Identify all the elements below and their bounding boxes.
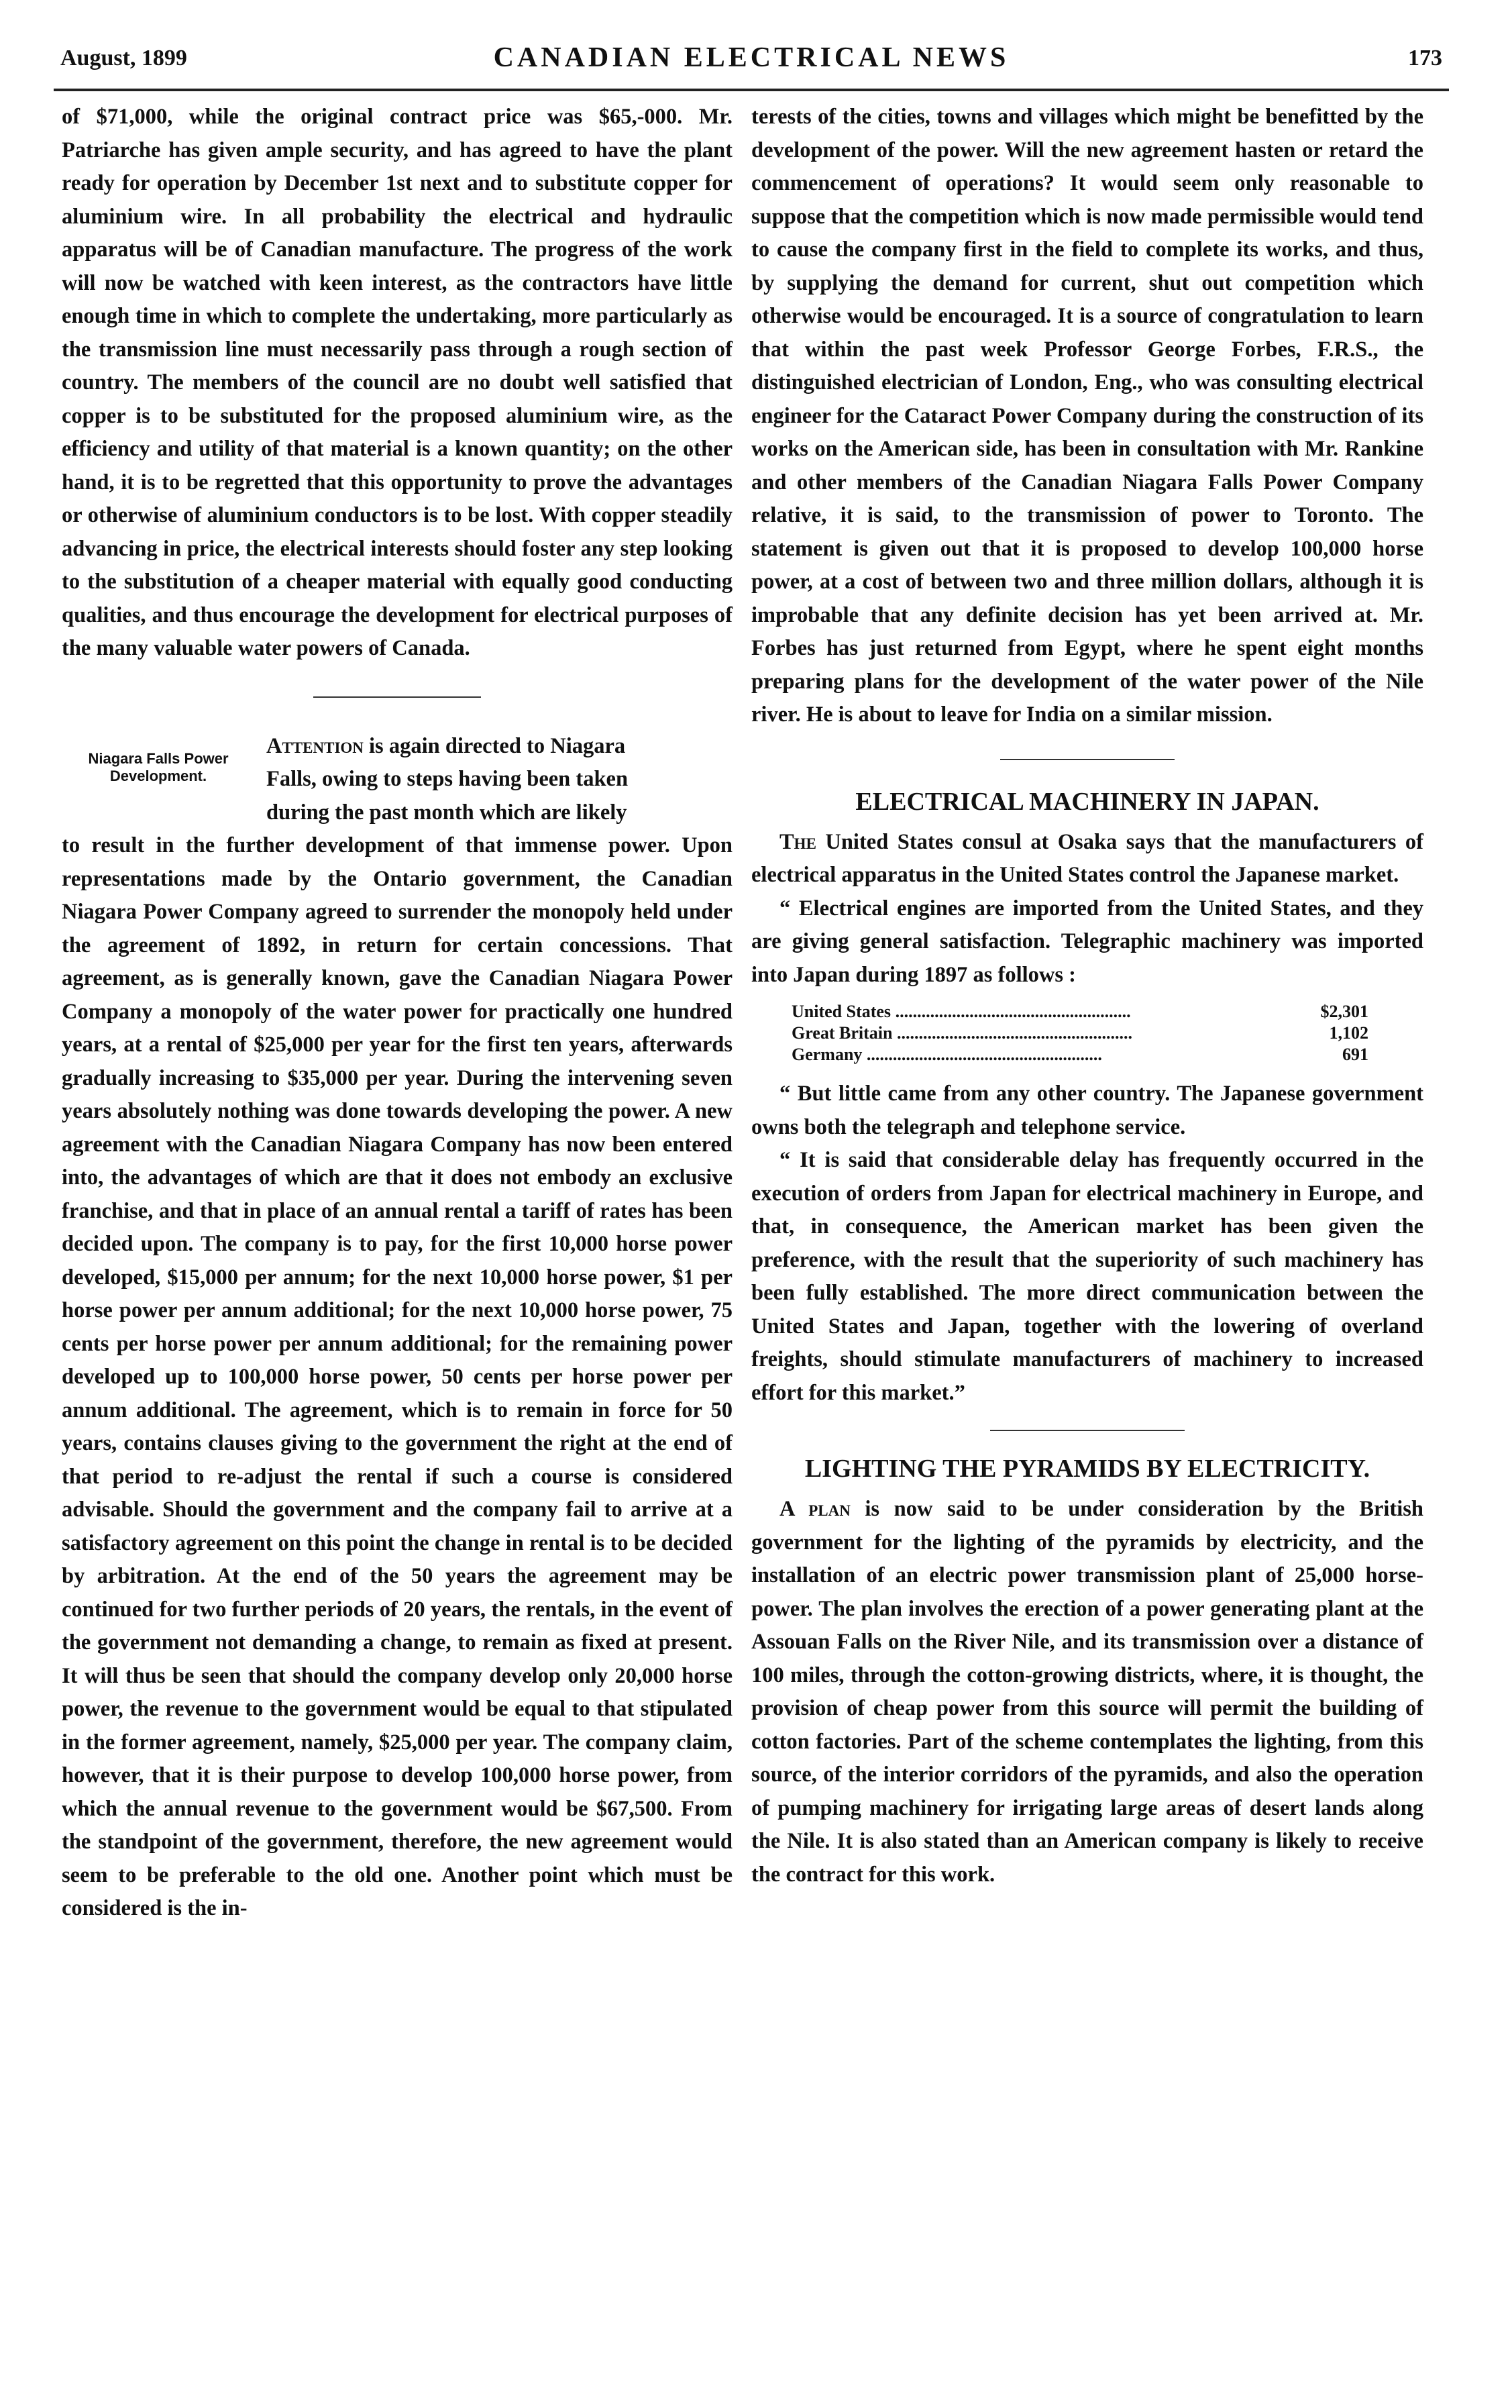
table-country: Germany ...................................................... — [792, 1045, 1102, 1064]
issue-date: August, 1899 — [60, 46, 187, 70]
import-table — [792, 1001, 1368, 1065]
japan-paragraph-2: “ Electrical engines are imported from the United States, and they are giving general satisfaction. Telegraphic machinery was imported into Japan during 1897 as follows : — [751, 896, 1423, 987]
niagara-line-3: during the past month which are likely — [266, 800, 627, 825]
niagara-line-1-text: is again directed to Niagara — [369, 733, 626, 758]
header-rule — [54, 89, 1449, 91]
niagara-continued-paragraph: terests of the cities, towns and villages which might be benefitted by the development of the power. Will the new agreement hasten or retard the commencement of operations? It would seem only reasonable to suppose that the competition which is now made permissible would tend to cause the company first in the field to complete its works, and thus, by supplying the demand for current, shut out competition which otherwise would be encouraged. It is a source of congratulation to learn that within the past week Professor George Forbes, F.R.S., the distinguished electrician of London, Eng., who was consulting electrical engineer for the Cataract Power Company during the construction of its works on the American side, has been in consultation with Mr. Rankine and other members of the Canadian Niagara Falls Power Company relative, it is said, to the transmission of power to Toronto. The statement is given out that it is proposed to develop 100,000 horse power, at a cost of between two and three million dollars, although it is improbable that any definite decision has yet been arrived at. Mr. Forbes has just returned from Egypt, where he spent eight months preparing plans for the development of the water power of the Nile river. He is about to leave for India on a similar mission. — [751, 105, 1423, 727]
japan-paragraph-1-text: United States consul at Osaka says that the manufacturers of electrical apparatus in the United States control the Japanese market. — [751, 829, 1423, 887]
japan-paragraph-4: “ It is said that considerable delay has frequently occurred in the execution of orders from Japan for electrical machinery in Europe, and that, in consequence, the American market has been given the preference, with the result that the superiority of such machinery has been fully established. The more direct communication between the United States and Japan, together with the lowering of overland freights, should stimulate manufacturers of machinery to increased effort for this market.” — [751, 1148, 1423, 1405]
pyramids-heading: LIGHTING THE PYRAMIDS BY ELECTRICITY. — [804, 1455, 1370, 1483]
japan-paragraph-1 — [751, 826, 1423, 892]
page-header — [47, 40, 1456, 81]
table-row — [792, 1044, 1368, 1065]
niagara-line-2: Falls, owing to steps having been taken — [266, 767, 629, 791]
table-row — [792, 1001, 1368, 1023]
table-value: 691 — [1342, 1045, 1368, 1064]
table-value: $2,301 — [1320, 1002, 1368, 1021]
niagara-section — [62, 730, 733, 1926]
niagara-paragraph: to result in the further development of that immense power. Upon representations made by the Ontario government, the Canadian Niagara Power Company agreed to surrender the monopoly held under the agreement of 1892, in return for certain concessions. That agreement, as is generally known, gave the Canadian Niagara Power Company a monopoly of the water power for practically one hundred years, at a rental of $25,000 per year for the first ten years, afterwards gradually increasing to $35,000 per year. During the intervening seven years absolutely nothing was done towards developing the power. A new agreement with the Canadian Niagara Company has now been entered into, the advantages of which are that it does not embody an exclusive franchise, and that in place of an annual rental a tariff of rates has been decided upon. The company is to pay, for the first 10,000 horse power developed, $15,000 per annum; for the next 10,000 horse power, $1 per horse power per annum additional; for the next 10,000 horse power, 75 cents per horse power per annum additional; for the remaining power developed up to 100,000 horse power, 50 cents per horse power per annum additional. The agreement, which is to remain in force for 50 years, contains clauses giving to the government the right at the end of that period to re-adjust the rental if such a course is considered advisable. Should the government and the company fail to arrive at a satisfactory agreement on this point the change in rental is to be decided by arbitration. At the end of the 50 years the agreement may be continued for two further periods of 20 years, the rentals, in the event of the government not demanding a change, to remain as fixed at present. It will thus be seen that should the company develop only 20,000 horse power, the revenue to the government would be equal to that stipulated in the former agreement, namely, $25,000 per year. The company claim, however, that it is their purpose to develop 100,000 horse power, from which the annual revenue to the government would be $67,500. From the standpoint of the government, therefore, the new agreement would seem to be preferable to the old one. Another point which must be considered is the in- — [62, 833, 733, 1920]
table-value: 1,102 — [1329, 1023, 1368, 1043]
page-number: 173 — [1408, 46, 1442, 70]
publication-title: CANADIAN ELECTRICAL NEWS — [493, 42, 1010, 73]
left-column — [62, 101, 733, 1926]
table-country: Great Britain ...................................................... — [792, 1023, 1132, 1043]
table-country: United States ...................................................... — [792, 1002, 1131, 1021]
japan-heading: ELECTRICAL MACHINERY IN JAPAN. — [855, 787, 1319, 816]
niagara-lead-word: Attention — [266, 733, 364, 758]
pyramids-lead-word: A plan — [779, 1497, 851, 1521]
japan-paragraph-3: “ But little came from any other country. The Japanese government owns both the telegraph and telephone service. — [751, 1082, 1423, 1139]
pyramids-paragraph-text: is now said to be under consideration by the British government for the lighting of the pyramids by electricity, and the installation of an electric power transmission plant of 25,000 horse-power. The plan involves the erection of a power generating plant at the Assouan Falls on the River Nile, and its transmission over a distance of 100 miles, through the cotton-growing districts, where, it is thought, the provision of cheap power from this source will permit the building of cotton factories. Part of the scheme contemplates the lighting, from this source, of the interior corridors of the pyramids, and also the operation of pumping machinery for irrigating large areas of desert lands along the Nile. It is also stated than an American company is likely to receive the contract for this work. — [751, 1497, 1424, 1887]
right-column — [751, 101, 1423, 1891]
section-divider — [990, 1430, 1185, 1431]
japan-lead-word: The — [779, 829, 816, 854]
niagara-sidenote: Niagara Falls Power Development. — [88, 749, 229, 784]
section-divider — [1000, 759, 1175, 760]
table-row — [792, 1023, 1368, 1044]
aluminium-wire-paragraph: of $71,000, while the original contract price was $65,-000. Mr. Patriarche has given ample security, and has agreed to have the plant ready for operation by December 1st next and to substitute copper for aluminium wire. In all probability the electrical and hydraulic apparatus will be of Canadian manufacture. The progress of the work will now be watched with keen interest, as the contractors have little enough time in which to complete the undertaking, more particularly as the transmission line must necessarily pass through a rough section of country. The members of the council are no doubt well satisfied that copper is to be substituted for the proposed aluminium wire, as the efficiency and utility of that material is a known quantity; on the other hand, it is to be regretted that this opportunity to prove the advantages or otherwise of aluminium conductors is to be lost. With copper steadily advancing in price, the electrical interests should foster any step looking to the substitution of a cheaper material with equally good conducting qualities, and thus encourage the development for electrical purposes of the many valuable water powers of Canada. — [62, 105, 733, 660]
pyramids-paragraph — [751, 1493, 1423, 1891]
section-divider — [313, 696, 481, 698]
